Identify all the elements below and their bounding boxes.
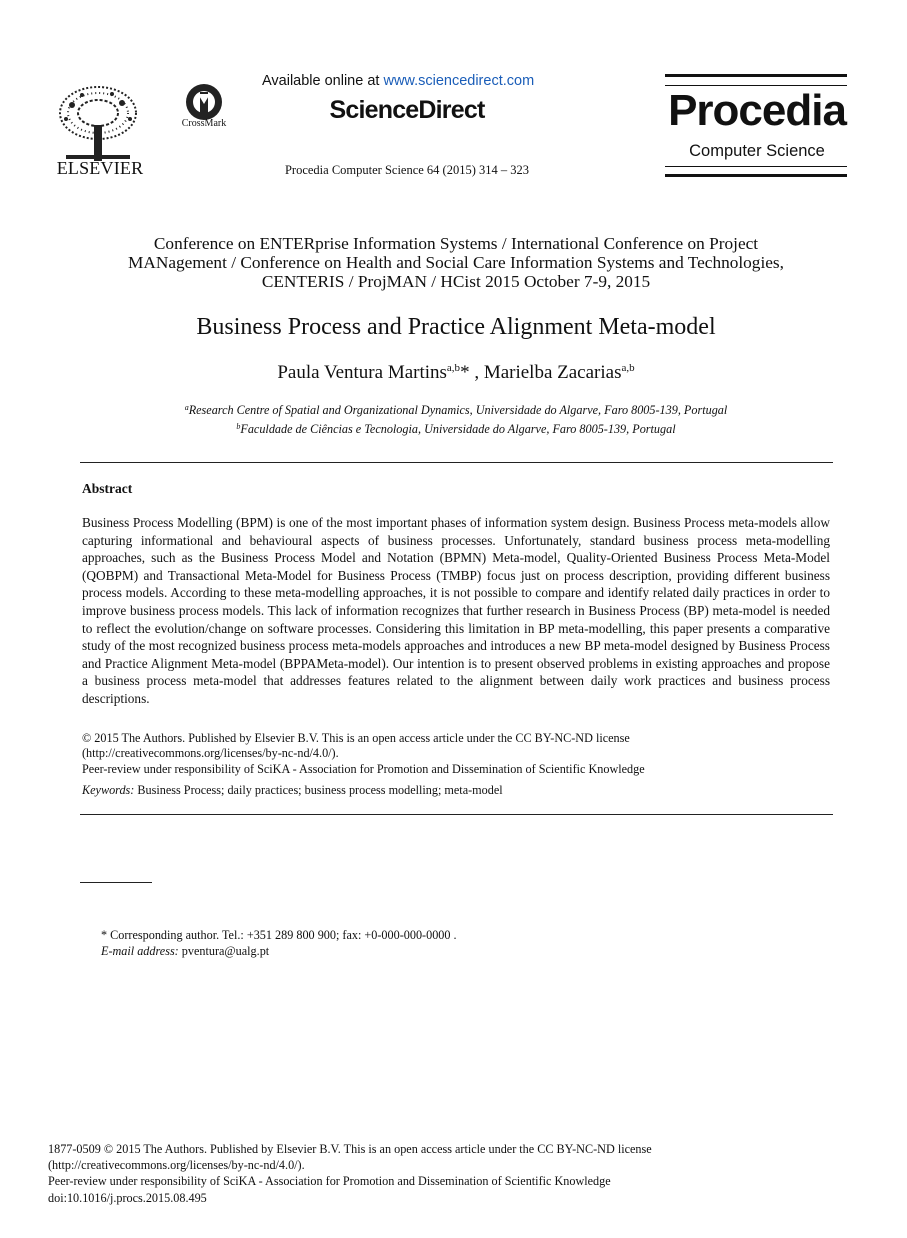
affiliation-b-text: Faculdade de Ciências e Tecnologia, Universidade do Algarve, Faro 8005-139, Portugal [240, 421, 676, 436]
bottom-publication-info [48, 1141, 848, 1206]
corresponding-author-note: * Corresponding author. Tel.: +351 289 800 900; fax: +0-000-000-0000 . [101, 928, 457, 942]
author-2-affiliation: a,b [621, 362, 635, 374]
corresponding-mark: * , [460, 362, 480, 383]
conference-line-1: Conference on ENTERprise Information Systems / International Conference on Project [153, 234, 759, 253]
affiliation-a-marker: a [184, 403, 189, 412]
footnote-separator [80, 882, 152, 883]
paper-title: Business Process and Practice Alignment Meta-model [196, 314, 716, 340]
keywords [82, 783, 830, 798]
peer-review-line: Peer-review under responsibility of SciKA - Association for Promotion and Dissemination of Scientific Knowledge [82, 761, 645, 776]
available-prefix: Available online at [262, 73, 384, 89]
abstract-body: Business Process Modelling (BPM) is one of the most important phases of information system design. Business Process meta-models allow capturing informational and behavioural aspects of business processes. Unfortunately, standard business process meta-modelling approaches, such as the Business Process Model and Notation (BPMN) Meta-model, Quality-Oriented Business Process Meta-Model (QOBPM) and Transactional Meta-Model for Business Process (TMBP) focus just on process description, providing different business process models. According to these meta-modelling approaches, it is not possible to compare and identify related daily practices in order to improve business process models. This lack of information recognizes that further research in Business Process (BP) meta-model is needed to reflect the evolution/change on software processes. Considering this limitation in BP meta-modelling, this paper presents a comparative study of the most recognized business process meta-models approaches and introduces a new BP meta-model designed by Business Process and Practice Alignment Meta-model (BPPAMeta-model). Our intention is to present observed problems in existing approaches and propose a business process meta-model that addresses features related to the alignment between daily work practices and business process descriptions. [82, 515, 830, 706]
bottom-peer-review-line: Peer-review under responsibility of SciKA - Association for Promotion and Dissemination of Scientific Knowledge [48, 1174, 611, 1189]
email-address[interactable]: pventura@ualg.pt [178, 943, 270, 958]
journal-reference: Procedia Computer Science 64 (2015) 314 – 323 [284, 163, 530, 177]
conference-line-3: CENTERIS / ProjMAN / HCist 2015 October 7-9, 2015 [261, 272, 651, 291]
affiliation-a-text: Research Centre of Spatial and Organizational Dynamics, Universidade do Algarve, Faro 8005-139, Portugal [188, 403, 728, 417]
procedia-logo-title: Procedia [668, 86, 846, 135]
available-online-line [262, 73, 534, 89]
affiliation-b [60, 419, 852, 438]
issn-license-line: 1877-0509 © 2015 The Authors. Published by Elsevier B.V. This is an open access article under the CC BY-NC-ND license [48, 1142, 652, 1156]
abstract-bottom-rule [80, 814, 833, 815]
crossmark-label: CrossMark [181, 118, 227, 129]
email-line [101, 944, 801, 960]
elsevier-wordmark: ELSEVIER [56, 158, 144, 178]
author-1: Paula Ventura Martins [277, 362, 447, 383]
doi[interactable]: doi:10.1016/j.procs.2015.08.495 [48, 1190, 207, 1205]
abstract-heading: Abstract [82, 481, 133, 496]
conference-line-2: MANagement / Conference on Health and Social Care Information Systems and Technologies, [128, 253, 784, 272]
author-2: Marielba Zacarias [479, 362, 622, 383]
keywords-list: Business Process; daily practices; business process modelling; meta-model [134, 783, 503, 797]
procedia-bottom-rule [665, 166, 847, 177]
license-line-1: © 2015 The Authors. Published by Elsevier B.V. This is an open access article under the CC BY-NC-ND license [82, 731, 630, 745]
author-1-affiliation: a,b [446, 362, 461, 374]
license-link[interactable]: (http://creativecommons.org/licenses/by-nc-nd/4.0/). [82, 746, 339, 761]
license-notice [82, 731, 830, 777]
sciencedirect-link[interactable]: www.sciencedirect.com [383, 73, 535, 89]
affiliations [60, 400, 852, 437]
author-list [60, 362, 852, 384]
footnote [101, 928, 801, 959]
procedia-logo-subtitle: Computer Science [689, 142, 825, 160]
affiliation-a [60, 400, 852, 419]
email-label: E-mail address: [101, 943, 179, 958]
affiliation-b-marker: b [236, 421, 241, 431]
procedia-top-rule [665, 74, 847, 86]
conference-name [70, 234, 842, 291]
keywords-label: Keywords: [82, 783, 135, 797]
bottom-license-link[interactable]: (http://creativecommons.org/licenses/by-nc-nd/4.0/). [48, 1158, 305, 1173]
abstract-top-rule [80, 462, 833, 463]
sciencedirect-brand: ScienceDirect [329, 96, 485, 124]
